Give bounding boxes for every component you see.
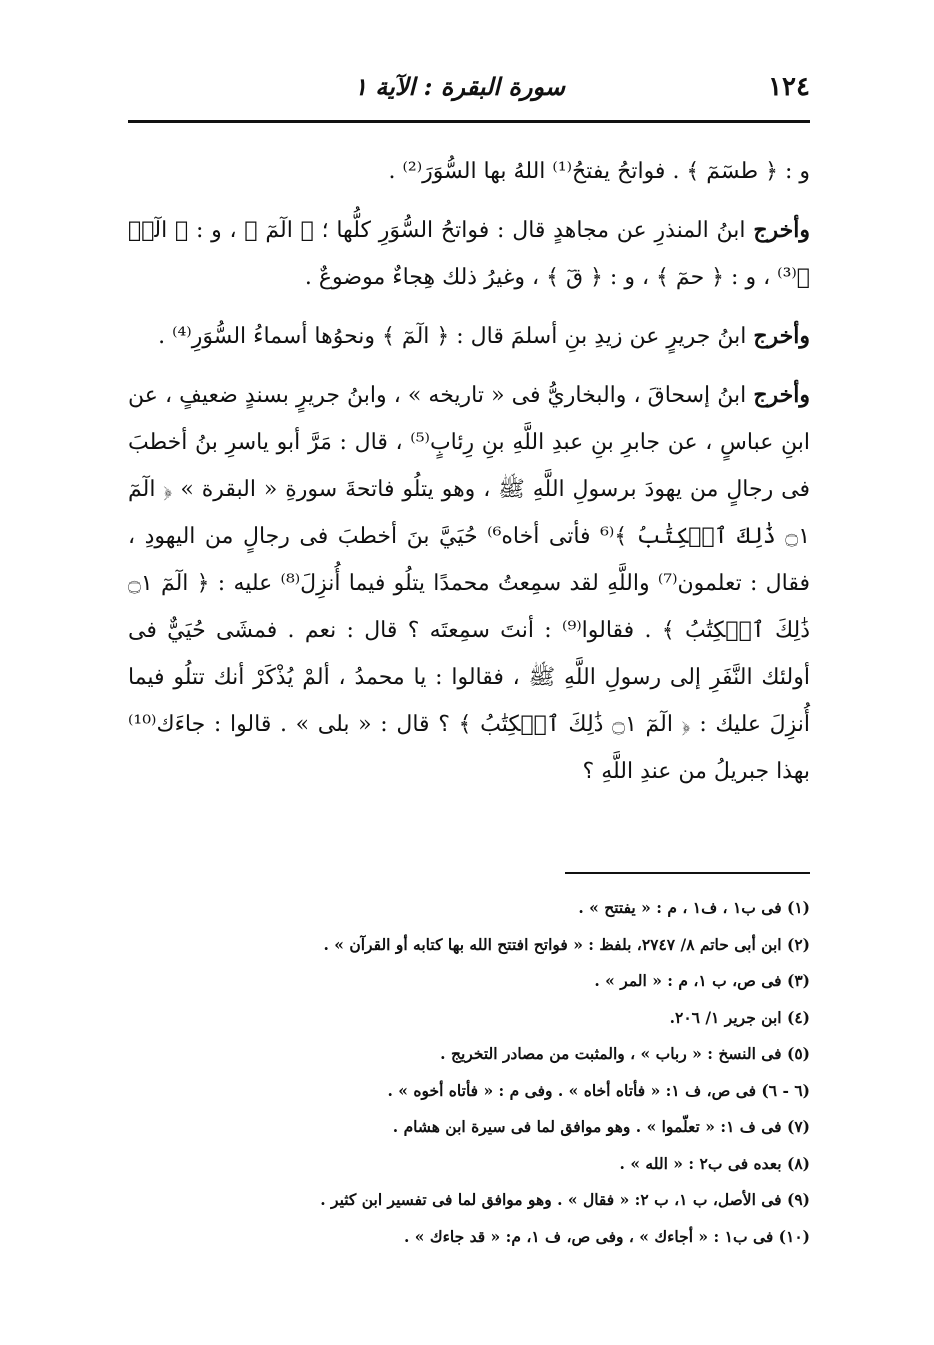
paragraph — [128, 313, 810, 360]
paragraph — [128, 148, 810, 195]
paragraph-lead: وأخرج — [753, 382, 810, 408]
footnote: (٨) بعده فى ب٢ : « الله » . — [619, 1153, 810, 1173]
footnote: (٦ - ٦) فى ص، ف ١: « فأتاه أخاه » . وفى م : « فأتاه أخوه » . — [387, 1080, 810, 1100]
footnote: (٧) فى ف ١: « تعلّموا » . وهو موافق لما فى سيرة ابن هشام . — [392, 1117, 810, 1136]
paragraph-text: ابنُ جريرٍ عن زيدِ بنِ أسلمَ قال : ﴿ الٓمٓ ﴾ ونحوُها أسماءُ السُّوَرِ⁽⁴⁾ . — [158, 324, 754, 349]
paragraph — [128, 372, 810, 795]
footnote: (٢) ابن أبى حاتم ٨/ ٢٧٤٧، بلفظ : « فواتح افتتح الله بها كتابه أو القرآن » . — [323, 934, 810, 954]
paragraph — [128, 207, 810, 301]
footnote: (١) فى ب١ ، ف١ ، م : « يفتتح » . — [578, 898, 810, 917]
page-number: ١٢٤ — [768, 72, 810, 102]
paragraph-lead: وأخرج — [753, 323, 810, 349]
header-rule — [128, 120, 810, 123]
footnote: (٣) فى ص، ب ١، م : « المر » . — [594, 971, 810, 990]
footnote-rule — [565, 872, 810, 874]
footnote: (٤) ابن جرير ١/ ٢٠٦. — [669, 1007, 810, 1027]
main-text — [128, 148, 810, 795]
footnote: (٩) فى الأصل، ب ١، ب ٢: « فقال » . وهو موافق لما فى تفسير ابن كثير . — [320, 1190, 810, 1209]
paragraph-text: ابنُ إسحاقَ ، والبخاريُّ فى « تاريخه » ، وابنُ جريرٍ بسندٍ ضعيفٍ ، عن ابنِ عباسٍ ، عن جابرِ بنِ عبدِ اللَّهِ بنِ رِئابٍ⁽⁵⁾ ، قال : مَرَّ أبو ياسرِ بنُ أخطبَ فى رجالٍ من يهودَ برسولِ اللَّهِ ﷺ ، وهو يتلُو فاتحةَ سورةِ « البقرة » ﴿ الٓمٓ ۝١ ذَٰلِكَ ٱلۡكِتَٰبُ ﴾⁽⁶ فأتى أخاه⁶⁾ حُيَيَّ بنَ أخطبَ فى رجالٍ من اليهودِ ، فقال : تعلمون⁽⁷⁾ واللَّهِ لقد سمِعتُ محمدًا يتلُو فيما أُنزِلَ⁽⁸⁾ عليه : ﴿ الٓمٓ ۝١ ذَٰلِكَ ٱلۡكِتَٰبُ ﴾ . فقالوا⁽⁹⁾ : أنتَ سمِعتَه ؟ قال : نعم . فمشَى حُيَيٌّ فى أولئك النَّفَرِ إلى رسولِ اللَّهِ ﷺ ، فقالوا : يا محمدُ ، ألمْ يُذْكَرْ أنك تتلُو فيما أُنزِلَ عليك : ﴿ الٓمٓ ۝١ ذَٰلِكَ ٱلۡكِتَٰبُ ﴾ ؟ قال : « بلى » . قالوا : جاءَك⁽¹⁰⁾ بهذا جبريلُ من عندِ اللَّهِ ؟ — [128, 383, 811, 784]
footnote: (٥) فى النسخ : « رباب » ، والمثبت من مصادر التخريج . — [440, 1044, 810, 1063]
paragraph-text: ابنُ المنذرِ عن مجاهدٍ قال : فواتحُ السُّوَرِ كلُّها ؛ ﴿ الٓمٓ ﴾ ، و : ﴿ الٓرۚ ﴾⁽³⁾ ، و : ﴿ حمٓ ﴾ ، و : ﴿ قٓ ﴾ ، وغيرُ ذلك هِجاءٌ موضوعٌ . — [128, 218, 810, 290]
running-title: سورة البقرة : الآية ١ — [354, 72, 565, 101]
footnotes — [128, 890, 810, 1255]
paragraph-lead: وأخرج — [753, 217, 810, 243]
page-header — [128, 66, 810, 112]
paragraph-text: و : ﴿ طسٓمٓ ﴾ . فواتحُ يفتحُ⁽¹⁾ اللهُ بها السُّوَرَ⁽²⁾ . — [388, 159, 810, 184]
footnote: (١٠) فى ب١ : « أجاءك » ، وفى ص، ف ١، م: « قد جاءك » . — [403, 1226, 810, 1246]
